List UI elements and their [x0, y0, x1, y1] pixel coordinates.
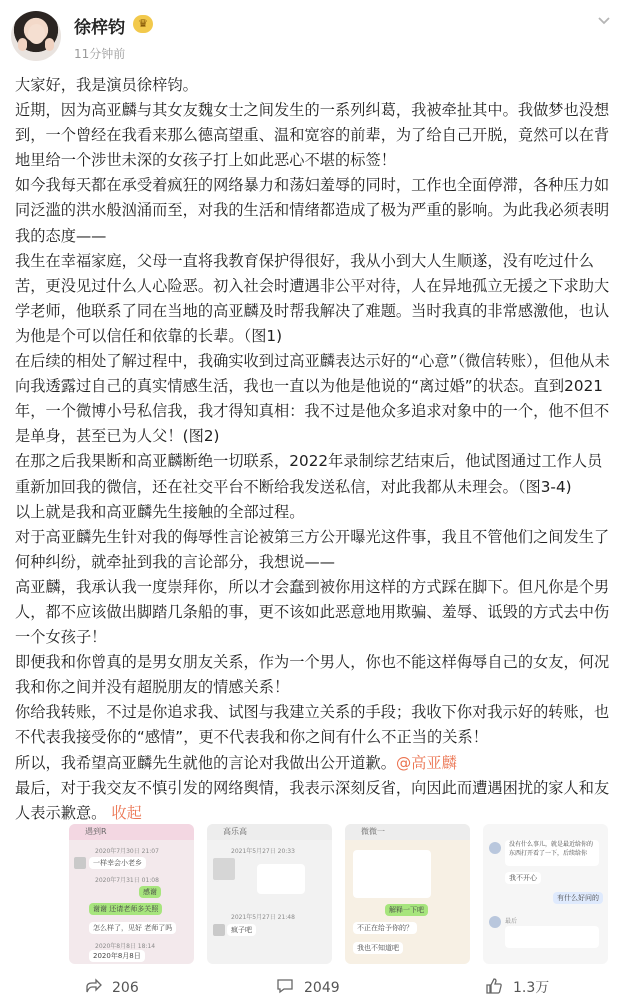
chat-avatar	[74, 857, 86, 869]
author-name[interactable]: 徐梓钧	[74, 18, 125, 38]
chat-title: 遇到R	[69, 824, 194, 840]
image-message	[257, 864, 305, 894]
chat-bubble: 怎么样了，见好 老师了吗	[89, 922, 176, 934]
paragraph: 我生在幸福家庭，父母一直将我教育保护得很好，我从小到大人生顺遂，没有吃过什么苦，更没见过什么人心险恶。初入社会时遭遇非公平对待，人在异地孤立无援之下求助大学老师，他联系了同在当地的高亚麟及时帮我解决了难题。当时我真的非常感激他，也认为他是个可以信任和依靠的长辈。（图1)	[15, 251, 610, 345]
chat-name: 最后	[505, 918, 518, 925]
paragraph	[15, 751, 612, 776]
chat-timestamp: 2021年5月27日 21:48	[231, 914, 295, 921]
chat-timestamp: 2020年7月31日 01:08	[95, 877, 159, 884]
comment-count: 2049	[304, 980, 340, 996]
image-thumbnail-2[interactable]	[207, 824, 332, 964]
image-thumbnail-4[interactable]	[483, 824, 608, 964]
chat-timestamp: 2021年5月27日 20:33	[231, 848, 295, 855]
chevron-down-icon[interactable]	[594, 11, 614, 31]
like-button[interactable]	[485, 977, 549, 997]
paragraph: 大家好，我是演员徐梓钧。	[15, 76, 198, 94]
chat-avatar	[213, 924, 225, 936]
paragraph: 对于高亚麟先生针对我的侮辱性言论被第三方公开曝光这件事，我且不管他们之间发生了何种纠纷，就牵扯到我的言论部分，我想说——	[15, 527, 610, 571]
crown-badge-icon: ♛	[133, 15, 153, 33]
image-placeholder	[213, 858, 235, 880]
paragraph: 你给我转账，不过是你追求我、试图与我建立关系的手段；我收下你对我示好的转账，也不代表我接受你的“感情”，更不代表我和你之间有什么不正当的关系！	[15, 703, 610, 747]
chat-bubble: 我不开心	[505, 872, 541, 884]
comment-icon	[276, 980, 304, 996]
paragraph-text: 最后，对于我交友不慎引发的网络舆情，我表示深刻反省，向因此而遭遇困扰的家人和友人表示歉意。	[15, 778, 610, 822]
chat-title: 高乐高	[207, 824, 332, 840]
paragraph: 高亚麟，我承认我一度崇拜你，所以才会蠢到被你用这样的方式踩在脚下。但凡你是个男人，都不应该做出脚踏几条船的事，更不该如此恶意地用欺骗、羞辱、诋毁的方式去中伤一个女孩子！	[15, 577, 610, 647]
paragraph-text: 所以，我希望高亚麟先生就他的言论对我做出公开道歉。	[15, 753, 396, 772]
post-time: 11分钟前	[74, 47, 126, 61]
chat-bubble: 谢谢 还请老师多关照	[89, 903, 162, 915]
chat-bubble: 解释一下吧	[385, 904, 428, 916]
thumbs-up-icon	[485, 980, 513, 996]
action-bar	[0, 965, 624, 1000]
chat-timestamp: 2020年7月30日 21:07	[95, 848, 159, 855]
paragraph	[15, 776, 612, 826]
chat-avatar	[489, 916, 501, 928]
chat-bubble: 2020年8月8日	[89, 950, 145, 962]
share-count: 206	[112, 980, 139, 996]
chat-bubble: 没有什么事儿，就是最近给你的东西打开看了一下，后续给你	[505, 840, 599, 866]
avatar[interactable]	[11, 11, 61, 61]
share-icon	[84, 980, 112, 996]
chat-bubble-long	[505, 926, 599, 948]
share-button[interactable]	[84, 977, 139, 996]
chat-bubble: 疯子吧	[227, 924, 256, 936]
like-count: 1.3万	[513, 980, 550, 996]
image-grid	[69, 824, 614, 964]
chat-bubble: 有什么好问的	[553, 892, 603, 904]
chat-bubble: 不正在给予你的？	[353, 922, 417, 934]
image-thumbnail-3[interactable]	[345, 824, 470, 964]
chat-bubble: 感谢	[139, 886, 161, 898]
post-header	[0, 0, 624, 70]
paragraph: 以上就是我和高亚麟先生接触的全部过程。	[15, 502, 305, 521]
avatar-face	[28, 24, 45, 44]
paragraph: 在那之后我果断和高亚麟断绝一切联系，2022年录制综艺结束后，他试图通过工作人员重新加回我的微信，还在社交平台不断给我发送私信，对此我都从未理会。（图3-4)	[15, 452, 603, 496]
collapse-link[interactable]: 收起	[111, 803, 142, 822]
comment-button[interactable]	[276, 977, 340, 996]
paragraph: 近期，因为高亚麟与其女友魏女士之间发生的一系列纠葛，我被牵扯其中。我做梦也没想到，一个曾经在我看来那么德高望重、温和宽容的前辈，为了给自己开脱，竟然可以在背地里给一个涉世未深的女孩子打上如此恶心不堪的标签！	[15, 101, 610, 170]
chat-bubble: 我也不知道吧	[353, 942, 403, 954]
avatar-hand-left	[18, 38, 27, 51]
image-thumbnail-1[interactable]	[69, 824, 194, 964]
paragraph: 在后续的相处了解过程中，我确实收到过高亚麟表达示好的“心意”（微信转账），但他从未向我透露过自己的真实情感生活，我也一直以为他是他说的“离过婚”的状态。直到2021年，一个微博小号私信我，我才得知真相：我不过是他众多追求对象中的一个，他不但不是单身，甚至已为人父！(图2)	[15, 352, 610, 446]
chat-bubble: 一样幸会小老乡	[89, 857, 146, 869]
chat-avatar	[489, 842, 501, 854]
avatar-hand-right	[45, 38, 54, 51]
chat-title: 微微一	[345, 824, 470, 840]
chat-timestamp: 2020年8月8日 18:14	[95, 943, 156, 950]
chat-bubble-long	[353, 850, 431, 898]
mention-link[interactable]: @高亚麟	[395, 753, 457, 772]
post-body	[15, 73, 612, 826]
paragraph: 如今我每天都在承受着疯狂的网络暴力和荡妇羞辱的同时，工作也全面停滞，各种压力如同泛滥的洪水般汹涌而至，对我的生活和情绪都造成了极为严重的影响。为此我必须表明我的态度——	[15, 176, 610, 245]
paragraph: 即便我和你曾真的是男女朋友关系，作为一个男人，你也不能这样侮辱自己的女友，何况我和你之间并没有超脱朋友的情感关系！	[15, 653, 610, 697]
